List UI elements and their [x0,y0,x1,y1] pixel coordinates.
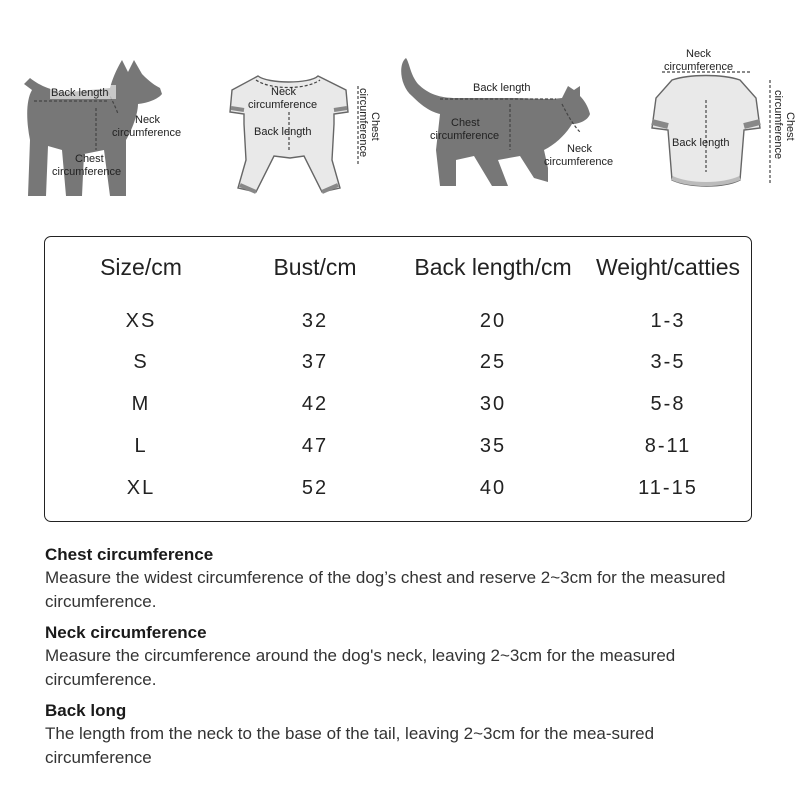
dog-chest-label-2: circumference [52,166,122,178]
cat-neck-label-1: Neck [567,143,593,155]
weight-cell: 8-11 [644,435,692,457]
cat-neck-label-2: circumference [544,156,614,168]
shirt-chest-label-2: circumference [772,90,784,160]
table-row [45,468,751,508]
note-text-chest: Measure the widest circumference of the dog’s chest and reserve 2~3cm for the measured circumference. [45,568,726,611]
header-back-length: Back length/cm [414,254,572,280]
shirt-neck-label-2: circumference [664,61,734,73]
back-length-cell: 20 [479,310,507,332]
suit-neck-label-2: circumference [248,99,318,111]
back-length-cell: 35 [479,435,507,457]
dog-neck-label-1: Neck [135,114,161,126]
jumpsuit-diagram [230,76,381,192]
header-bust: Bust/cm [273,254,357,280]
shirt-neck-label-1: Neck [686,48,712,60]
dog-neck-label-2: circumference [112,127,182,139]
size-cell: M [131,393,151,415]
note-title-chest: Chest circumference [45,545,214,564]
note-title-neck: Neck circumference [45,623,207,642]
bust-cell: 32 [301,310,329,332]
suit-neck-label-1: Neck [271,86,297,98]
size-cell: S [133,351,149,373]
size-chart-table [44,236,752,522]
note-title-back: Back long [45,701,127,720]
size-cell: XL [126,477,156,499]
bust-cell: 52 [301,477,329,499]
table-row [45,301,751,341]
shirt-back-length-label: Back length [672,137,730,149]
weight-cell: 3-5 [650,351,686,373]
back-length-cell: 40 [479,477,507,499]
suit-chest-label-1: Chest [369,112,381,141]
cat-chest-label-1: Chest [451,117,480,129]
suit-chest-label-2: circumference [357,88,369,158]
cat-back-length-label: Back length [473,82,531,94]
table-row [45,384,751,424]
suit-back-length-label: Back length [254,126,312,138]
shirt-chest-label-1: Chest [784,112,796,141]
weight-cell: 5-8 [650,393,686,415]
weight-cell: 1-3 [650,310,686,332]
back-length-cell: 30 [479,393,507,415]
bust-cell: 42 [301,393,329,415]
dog-back-length-label: Back length [51,87,109,99]
dog-diagram [24,60,181,196]
header-size: Size/cm [100,254,182,280]
table-row [45,426,751,466]
dog-chest-label-1: Chest [75,153,104,165]
measurement-illustrations [0,0,800,215]
cat-diagram [401,58,613,186]
note-text-neck: Measure the circumference around the dog's neck, leaving 2~3cm for the measured circumference. [45,646,676,689]
bust-cell: 37 [301,351,329,373]
table-row [45,342,751,382]
bust-cell: 47 [301,435,329,457]
cat-chest-label-2: circumference [430,130,500,142]
table-header-row [45,247,751,287]
note-text-back: The length from the neck to the base of the tail, leaving 2~3cm for the mea-sured circumference [45,724,655,767]
size-cell: L [134,435,148,457]
shirt-diagram [652,48,796,186]
header-weight: Weight/catties [595,254,741,280]
back-length-cell: 25 [479,351,507,373]
measurement-notes [45,544,765,778]
weight-cell: 11-15 [638,477,698,499]
size-cell: XS [125,310,157,332]
